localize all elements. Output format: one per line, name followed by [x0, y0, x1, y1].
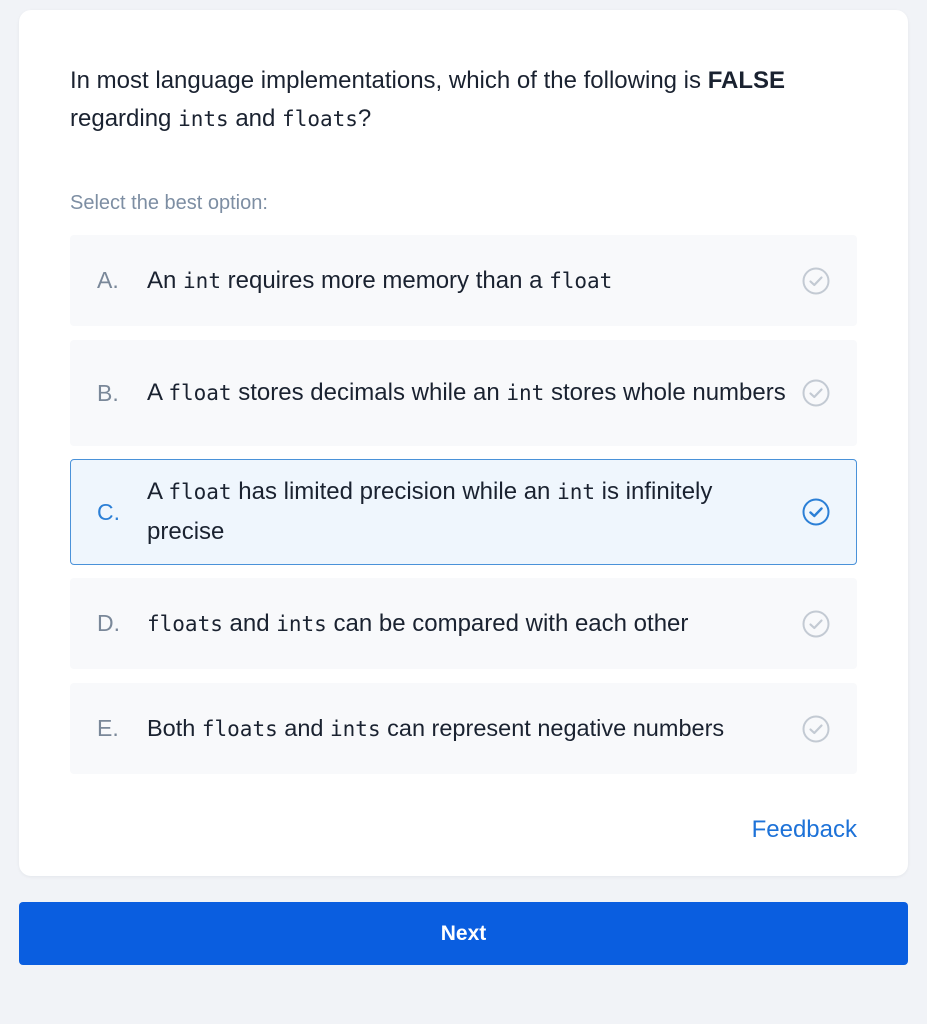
question-card — [19, 10, 908, 876]
question-part: and — [228, 105, 283, 132]
option-c[interactable] — [70, 459, 857, 565]
option-text: floats and ints can be compared with each other — [147, 609, 689, 637]
option-letter: B. — [97, 379, 119, 406]
option-text: Both floats and ints can represent negative numbers — [147, 715, 725, 741]
question-text — [70, 62, 860, 138]
question-part-code: floats — [282, 107, 358, 131]
option-b[interactable] — [70, 340, 857, 446]
question-part: ? — [357, 105, 372, 132]
option-d[interactable] — [70, 578, 857, 669]
check-circle-icon — [802, 379, 830, 407]
question-part-bold: FALSE — [707, 67, 786, 94]
option-letter: C. — [97, 498, 120, 525]
check-circle-icon — [802, 498, 830, 526]
check-circle-icon — [802, 267, 830, 295]
instruction-label: Select the best option: — [70, 192, 268, 214]
question-part: regarding — [70, 105, 179, 132]
option-letter: D. — [97, 610, 120, 636]
check-circle-icon — [802, 610, 830, 638]
option-text: An int requires more memory than a float — [147, 266, 613, 294]
option-text: A float stores decimals while an int stores whole numbers — [147, 379, 786, 406]
check-circle-icon — [802, 715, 830, 743]
next-button[interactable]: Next — [19, 902, 908, 965]
option-letter: E. — [97, 715, 119, 741]
option-a[interactable] — [70, 235, 857, 326]
feedback-link[interactable]: Feedback — [751, 816, 857, 843]
option-e[interactable] — [70, 683, 857, 774]
question-part: In most language implementations, which of the following is — [70, 67, 708, 94]
option-letter: A. — [97, 267, 119, 293]
question-part-code: ints — [178, 107, 229, 131]
option-text: A float has limited precision while an int is infinitely precise — [147, 478, 713, 545]
